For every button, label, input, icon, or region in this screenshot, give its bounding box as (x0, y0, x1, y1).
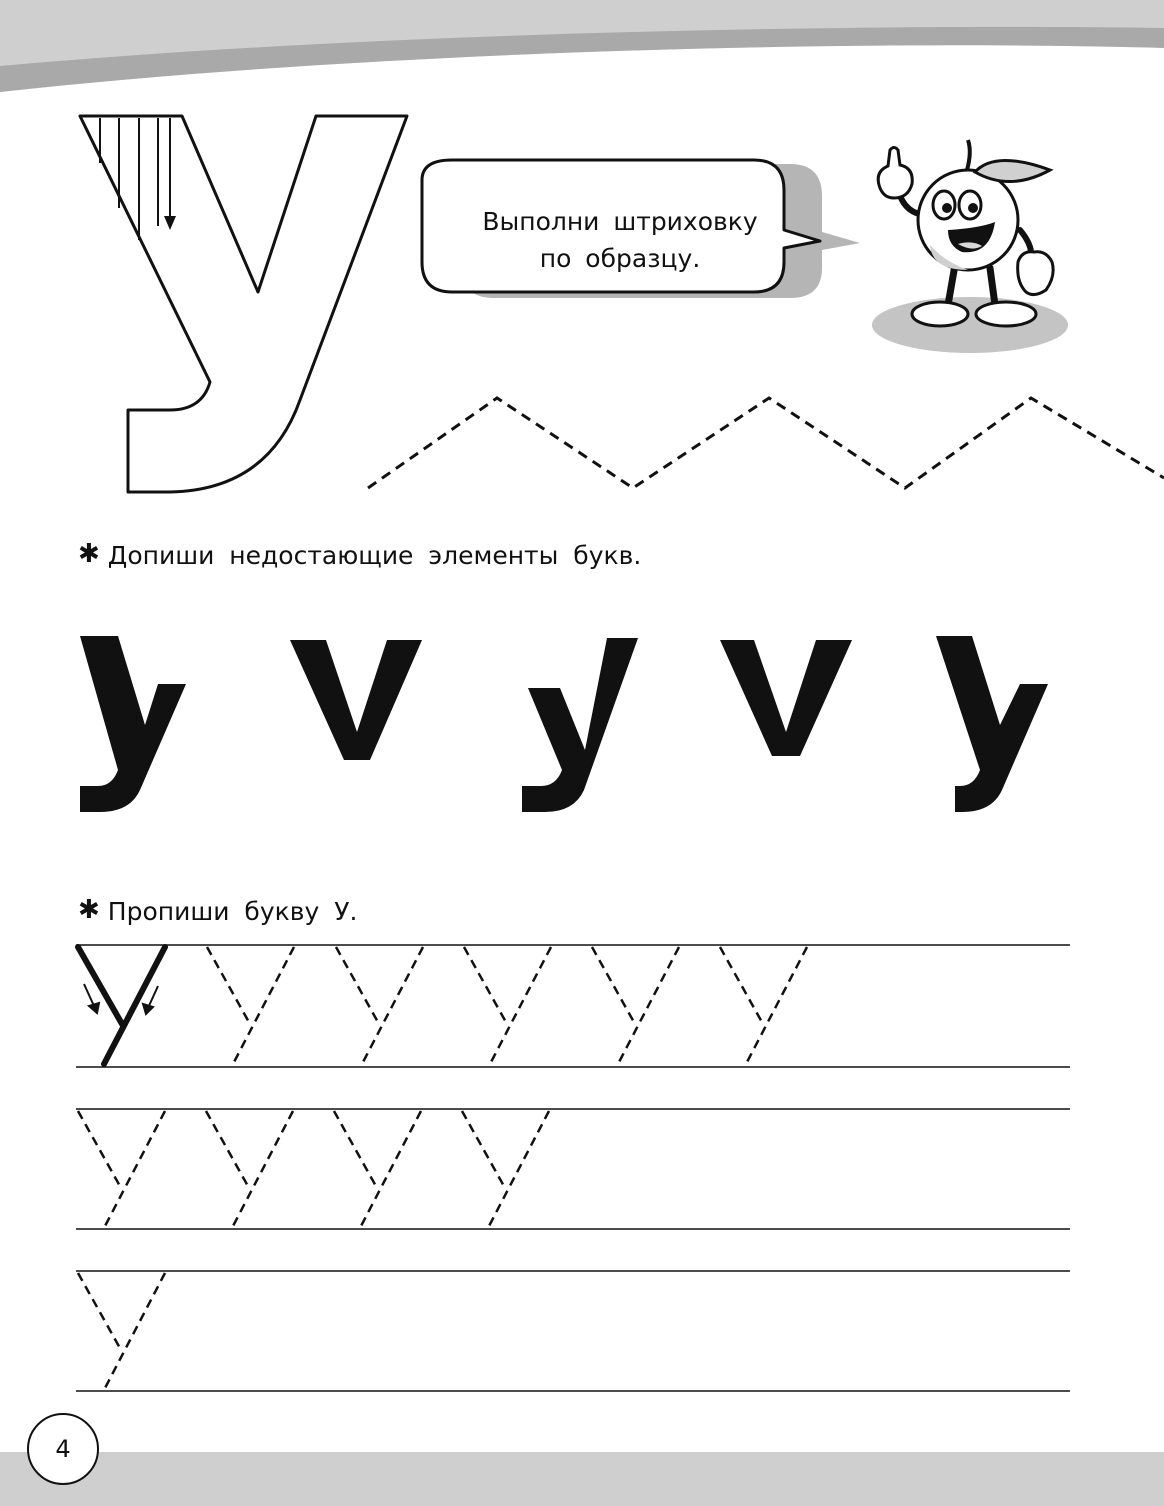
speech-bubble-line-2: по образцу. (539, 244, 701, 273)
asterisk-icon: ✱ (78, 539, 100, 569)
page-number: 4 (27, 1413, 99, 1485)
task-complete-letters-text: Допиши недостающие элементы букв. (107, 540, 642, 570)
task-write-letter-text: Пропиши букву У. (107, 896, 358, 926)
asterisk-icon: ✱ (78, 895, 100, 925)
speech-bubble-line-1: Выполни штриховку (482, 207, 758, 236)
